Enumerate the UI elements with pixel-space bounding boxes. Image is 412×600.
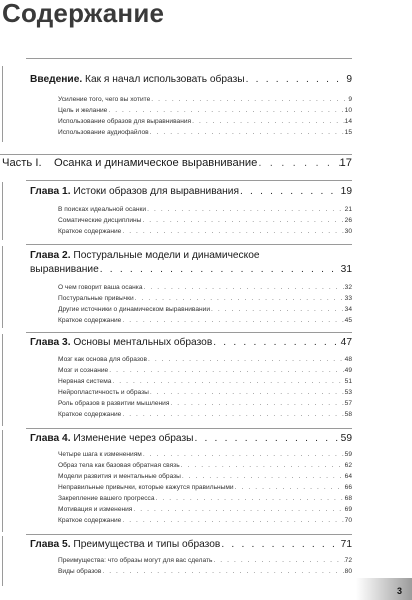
subentry-page: 57 <box>344 400 352 407</box>
chapter-prefix: Глава 4. <box>30 433 71 444</box>
subentry-page: 64 <box>344 473 352 480</box>
dot-leader <box>220 539 340 550</box>
dot-leader <box>181 473 345 480</box>
subentry-page: 69 <box>344 506 352 513</box>
section-sidebar-line <box>2 66 3 142</box>
dot-leader <box>155 495 345 502</box>
part-divider <box>0 154 352 155</box>
subentry-page: 45 <box>344 317 352 324</box>
dot-leader <box>180 462 345 469</box>
toc-entry-chapter-4[interactable] <box>30 433 352 444</box>
subentry-page: 21 <box>344 206 352 213</box>
section-sidebar-line <box>2 334 3 426</box>
dot-leader <box>150 96 348 103</box>
chapter-label: Изменение через образы <box>73 433 194 444</box>
dot-leader <box>107 107 344 114</box>
chapter-label: Преимущества и типы образов <box>73 539 221 550</box>
toc-subentry[interactable] <box>58 129 352 136</box>
toc-entry-chapter-3[interactable] <box>30 337 352 348</box>
toc-entry-chapter-5[interactable] <box>30 539 352 550</box>
chapter-page: 31 <box>340 264 352 275</box>
intro-prefix: Введение. <box>30 74 83 85</box>
subentry-label: Мотивация и изменения <box>58 506 133 513</box>
dot-leader <box>210 306 345 313</box>
subentry-label: Образ тела как базовая обратная связь <box>58 462 180 469</box>
dot-leader <box>149 389 345 396</box>
section-sidebar-line <box>2 536 3 586</box>
subentry-page: 14 <box>344 118 352 125</box>
chapter-label: Истоки образов для выравнивания <box>73 186 239 197</box>
subentry-page: 34 <box>344 306 352 313</box>
section-divider <box>26 180 352 181</box>
toc-subentry[interactable] <box>58 206 352 213</box>
dot-leader <box>101 568 344 575</box>
chapter-page: 19 <box>340 186 352 197</box>
subentry-label: Краткое содержание <box>58 228 122 235</box>
chapter-label: Постуральные модели и динамическое <box>73 250 260 261</box>
subentry-label: Краткое содержание <box>58 411 122 418</box>
dot-leader <box>234 484 345 491</box>
toc-subentry[interactable] <box>58 317 352 324</box>
subentry-label: Использование аудиофайлов <box>58 129 149 136</box>
section-divider <box>26 332 352 333</box>
subentry-page: 15 <box>344 129 352 136</box>
toc-entry-chapter-1[interactable] <box>30 186 352 197</box>
subentry-label: Соматические дисциплины <box>58 217 142 224</box>
chapter-label: Основы ментальных образов <box>73 337 213 348</box>
section-divider <box>26 534 352 535</box>
subentry-label: О чем говорит ваша осанка <box>58 284 143 291</box>
toc-entry-chapter-2-cont[interactable] <box>30 264 352 275</box>
dot-leader <box>245 74 347 85</box>
chapter-prefix: Глава 1. <box>30 186 71 197</box>
dot-leader <box>191 118 345 125</box>
subentry-page: 33 <box>344 295 352 302</box>
subentry-label: Неправильные привычки, которые кажутся правильными <box>58 484 234 491</box>
section-sidebar-line <box>2 246 3 328</box>
toc-subentry[interactable] <box>58 495 352 502</box>
toc-subentry[interactable] <box>58 473 352 480</box>
toc-entry-intro[interactable] <box>30 74 352 85</box>
subentry-label: Роль образов в развитии мышления <box>58 400 170 407</box>
toc-subentry[interactable] <box>58 107 352 114</box>
chapter-prefix: Глава 3. <box>30 337 71 348</box>
subentry-label: В поисках идеальной осанки <box>58 206 147 213</box>
dot-leader <box>111 378 344 385</box>
chapter-label-cont: выравнивание <box>30 264 99 275</box>
dot-leader <box>212 557 344 564</box>
subentry-label: Усиление того, чего вы хотите <box>58 96 151 103</box>
subentry-page: 10 <box>344 107 352 114</box>
subentry-page: 51 <box>344 378 352 385</box>
section-divider <box>26 244 352 245</box>
toc-subentry[interactable] <box>58 517 352 524</box>
toc-subentry[interactable] <box>58 217 352 224</box>
section-sidebar-line <box>2 430 3 532</box>
subentry-page: 70 <box>344 517 352 524</box>
chapter-prefix: Глава 5. <box>30 539 71 550</box>
dot-leader <box>99 264 341 275</box>
toc-subentry[interactable] <box>58 284 352 291</box>
toc-subentry[interactable] <box>58 367 352 374</box>
subentry-label: Мозг и сознание <box>58 367 109 374</box>
subentry-page: 58 <box>344 411 352 418</box>
intro-page: 9 <box>346 74 352 85</box>
subentry-label: Преимущества: что образы могут для вас сделать <box>58 557 213 564</box>
dot-leader <box>149 129 345 136</box>
subentry-label: Краткое содержание <box>58 517 122 524</box>
toc-subentry[interactable] <box>58 295 352 302</box>
dot-leader <box>121 411 344 418</box>
page-corner-tab <box>356 578 412 600</box>
subentry-page: 80 <box>344 568 352 575</box>
section-sidebar-line <box>2 182 3 240</box>
toc-subentry[interactable] <box>58 484 352 491</box>
toc-subentry[interactable] <box>58 400 352 407</box>
toc-subentry[interactable] <box>58 306 352 313</box>
chapter-prefix: Глава 2. <box>30 250 71 261</box>
toc-subentry[interactable] <box>58 451 352 458</box>
subentry-label: Нейропластичность и образы <box>58 389 149 396</box>
toc-subentry[interactable] <box>58 228 352 235</box>
section-divider <box>26 428 352 429</box>
toc-subentry[interactable] <box>58 96 352 103</box>
toc-subentry[interactable] <box>58 389 352 396</box>
dot-leader <box>146 206 345 213</box>
subentry-page: 32 <box>344 284 352 291</box>
subentry-label: Нервная система <box>58 378 112 385</box>
dot-leader <box>141 217 344 224</box>
dot-leader <box>143 284 345 291</box>
toc-subentry[interactable] <box>58 118 352 125</box>
toc-subentry[interactable] <box>58 568 352 575</box>
dot-leader <box>108 367 344 374</box>
subentry-label: Виды образов <box>58 568 102 575</box>
page-number: 3 <box>396 586 402 596</box>
dot-leader <box>212 337 340 348</box>
dot-leader <box>132 506 344 513</box>
subentry-label: Постуральные привычки <box>58 295 134 302</box>
subentry-label: Мозг как основа для образов <box>58 356 147 363</box>
dot-leader <box>239 186 341 197</box>
dot-leader <box>134 295 345 302</box>
toc-subentry[interactable] <box>58 411 352 418</box>
page-title: Содержание <box>2 0 165 28</box>
subentry-page: 59 <box>344 451 352 458</box>
dot-leader <box>121 517 344 524</box>
toc-entry-part-1[interactable] <box>2 157 352 169</box>
dot-leader <box>257 157 339 169</box>
toc-subentry[interactable] <box>58 557 352 564</box>
chapter-page: 47 <box>340 337 352 348</box>
dot-leader <box>142 451 345 458</box>
subentry-page: 49 <box>344 367 352 374</box>
dot-leader <box>147 356 345 363</box>
subentry-page: 68 <box>344 495 352 502</box>
toc-subentry[interactable] <box>58 378 352 385</box>
subentry-page: 26 <box>344 217 352 224</box>
part-label: Осанка и динамическое выравнивание <box>54 157 258 169</box>
dot-leader <box>121 317 344 324</box>
toc-subentry[interactable] <box>58 356 352 363</box>
subentry-label: Закрепление вашего прогресса <box>58 495 155 502</box>
subentry-label: Четыре шага к изменениям <box>58 451 142 458</box>
subentry-page: 48 <box>344 356 352 363</box>
part-prefix: Часть I. <box>2 157 42 169</box>
section-divider <box>26 58 352 59</box>
dot-leader <box>193 433 340 444</box>
subentry-page: 9 <box>348 96 352 103</box>
intro-label: Как я начал использовать образы <box>85 74 245 85</box>
subentry-label: Модели развития и ментальные образы <box>58 473 181 480</box>
dot-leader <box>121 228 344 235</box>
toc-subentry[interactable] <box>58 462 352 469</box>
dot-leader <box>169 400 344 407</box>
subentry-label: Другие источники о динамическом выравнивании <box>58 306 211 313</box>
subentry-page: 72 <box>344 557 352 564</box>
part-page: 17 <box>339 157 352 169</box>
chapter-page: 59 <box>340 433 352 444</box>
subentry-page: 62 <box>344 462 352 469</box>
toc-subentry[interactable] <box>58 506 352 513</box>
subentry-label: Краткое содержание <box>58 317 122 324</box>
subentry-page: 66 <box>344 484 352 491</box>
toc-entry-chapter-2[interactable] <box>30 250 352 261</box>
subentry-page: 53 <box>344 389 352 396</box>
chapter-page: 71 <box>340 539 352 550</box>
subentry-page: 30 <box>344 228 352 235</box>
subentry-label: Цель и желание <box>58 107 108 114</box>
subentry-label: Использование образов для выравнивания <box>58 118 192 125</box>
